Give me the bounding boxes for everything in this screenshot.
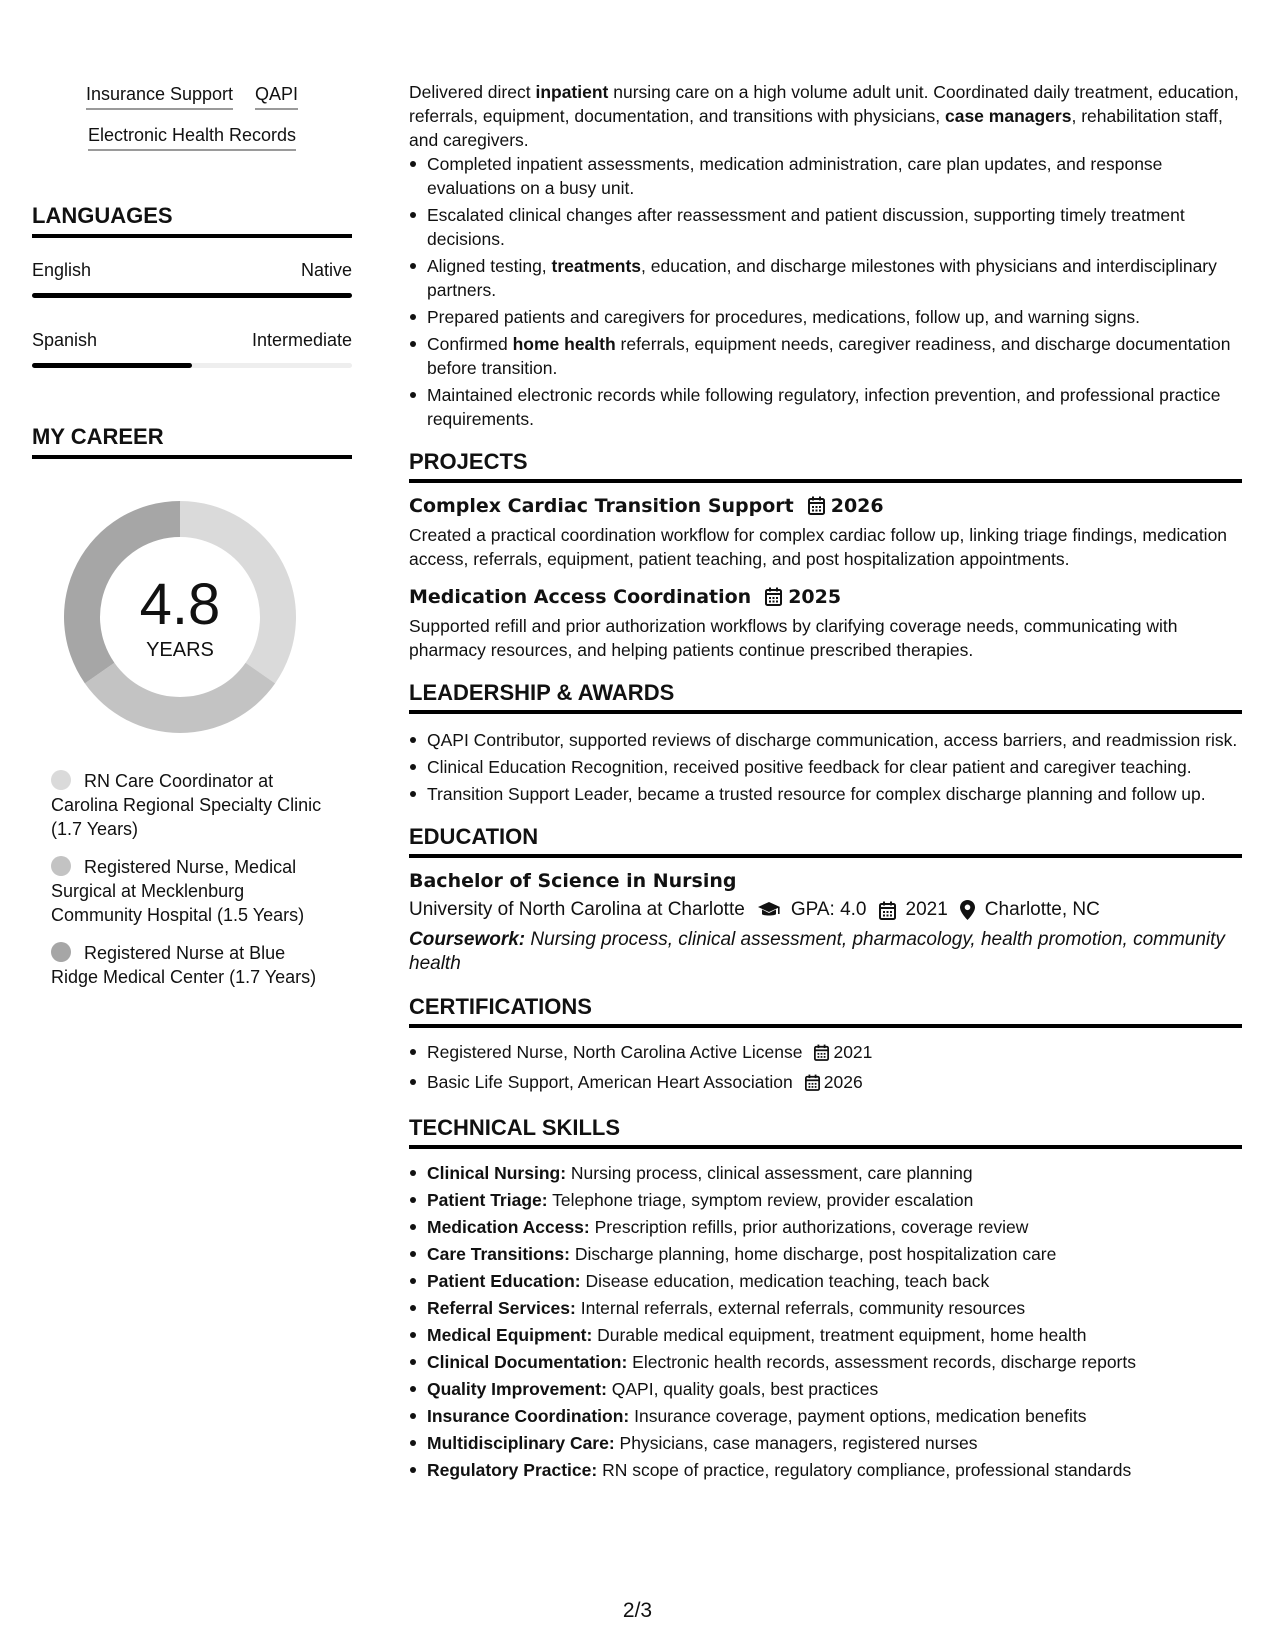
languages-heading: LANGUAGES xyxy=(32,201,352,238)
education-gpa: GPA: 4.0 xyxy=(790,899,867,920)
leadership-item: Clinical Education Recognition, received positive feedback for clear patient and caregiver teaching. xyxy=(409,755,1242,779)
skill-value: RN scope of practice, regulatory compliance, professional standards xyxy=(597,1460,1132,1480)
coursework-text: Nursing process, clinical assessment, pharmacology, health promotion, community health xyxy=(409,929,1225,974)
page-number: 2/3 xyxy=(622,1599,653,1622)
legend-dot xyxy=(51,856,71,876)
skill-value: Internal referrals, external referrals, community resources xyxy=(575,1298,1026,1318)
career-section xyxy=(32,422,352,989)
skills-heading: TECHNICAL SKILLS xyxy=(409,1113,1242,1149)
certification-name: Registered Nurse, North Carolina Active License xyxy=(427,1042,803,1062)
education-heading: EDUCATION xyxy=(409,822,1242,858)
language-bar xyxy=(32,293,352,298)
education-coursework xyxy=(409,928,1242,976)
skill-label: Insurance Coordination: xyxy=(427,1406,630,1426)
skill-tag: Insurance Support xyxy=(86,82,233,110)
calendar-icon xyxy=(814,1043,829,1067)
career-item-text: Registered Nurse, Medical Surgical at Mecklenburg Community Hospital (1.5 Years) xyxy=(51,857,305,925)
experience-summary: Delivered direct inpatient nursing care on a high volume adult unit. Coordinated daily treatment, education, referrals, equipment, documentation, and transitions with physicians, case managers, rehabilitation staff, and caregivers. xyxy=(409,82,1239,150)
skill-label: Patient Triage: xyxy=(427,1190,548,1210)
language-item xyxy=(32,328,352,368)
projects-heading: PROJECTS xyxy=(409,447,1242,483)
skill-item xyxy=(409,1215,1242,1239)
education-degree: Bachelor of Science in Nursing xyxy=(409,870,737,892)
language-item xyxy=(32,258,352,298)
experience-bullet: Confirmed home health referrals, equipment needs, caregiver readiness, and discharge documentation before transition. xyxy=(409,332,1242,380)
skill-item xyxy=(409,1431,1242,1455)
skill-label: Regulatory Practice: xyxy=(427,1460,598,1480)
project-year: 2025 xyxy=(788,586,842,608)
language-name: Spanish xyxy=(32,330,98,350)
calendar-icon xyxy=(765,586,782,614)
career-item-text: Registered Nurse at Blue Ridge Medical Center (1.7 Years) xyxy=(51,943,317,987)
skill-value: Insurance coverage, payment options, medication benefits xyxy=(629,1406,1087,1426)
skill-item xyxy=(409,1188,1242,1212)
experience-bullet: Escalated clinical changes after reassessment and patient discussion, supporting timely treatment decisions. xyxy=(409,203,1242,251)
skill-value: Durable medical equipment, treatment equipment, home health xyxy=(592,1325,1087,1345)
experience-bullet: Completed inpatient assessments, medication administration, care plan updates, and response evaluations on a busy unit. xyxy=(409,152,1242,200)
experience-block xyxy=(409,80,1242,431)
leadership-item: QAPI Contributor, supported reviews of discharge communication, access barriers, and readmission risk. xyxy=(409,728,1242,752)
project-description: Created a practical coordination workflow for complex cardiac follow up, linking triage findings, medication access, referrals, equipment, patient teaching, and post hospitalization appointments. xyxy=(409,525,1228,569)
skill-label: Medical Equipment: xyxy=(427,1325,593,1345)
calendar-icon xyxy=(805,1073,820,1097)
skill-label: Multidisciplinary Care: xyxy=(427,1433,615,1453)
donut-segment xyxy=(85,663,275,733)
certification-year: 2021 xyxy=(833,1042,873,1062)
skill-item xyxy=(409,1404,1242,1428)
skill-label: Clinical Documentation: xyxy=(427,1352,628,1372)
coursework-label: Coursework: xyxy=(409,929,526,950)
language-level: Intermediate xyxy=(251,330,352,350)
skill-label: Patient Education: xyxy=(427,1271,581,1291)
legend-dot xyxy=(51,942,71,962)
leadership-item: Transition Support Leader, became a trusted resource for complex discharge planning and follow up. xyxy=(409,782,1242,806)
skill-tag: QAPI xyxy=(255,82,298,110)
calendar-icon xyxy=(879,901,896,920)
skill-item xyxy=(409,1242,1242,1266)
experience-bullet: Prepared patients and caregivers for procedures, medications, follow up, and warning signs. xyxy=(409,305,1242,329)
skill-item xyxy=(409,1350,1242,1374)
skill-label: Quality Improvement: xyxy=(427,1379,607,1399)
certification-year: 2026 xyxy=(823,1072,863,1092)
certification-name: Basic Life Support, American Heart Association xyxy=(427,1072,793,1092)
location-pin-icon xyxy=(960,900,975,920)
skill-label: Referral Services: xyxy=(427,1298,576,1318)
skill-value: Disease education, medication teaching, teach back xyxy=(580,1271,990,1291)
career-item xyxy=(51,769,331,841)
education-section xyxy=(409,822,1242,976)
career-total-years: 4.8 xyxy=(139,572,221,637)
language-bar-fill xyxy=(32,293,352,298)
skill-value: Discharge planning, home discharge, post hospitalization care xyxy=(569,1244,1057,1264)
skill-label: Medication Access: xyxy=(427,1217,590,1237)
skill-tags xyxy=(32,82,352,151)
projects-section xyxy=(409,447,1242,662)
skill-value: Prescription refills, prior authorizations, coverage review xyxy=(589,1217,1029,1237)
project-description: Supported refill and prior authorization workflows by clarifying coverage needs, communicating with pharmacy resources, and helping patients continue prescribed therapies. xyxy=(409,616,1178,660)
calendar-icon xyxy=(808,495,825,523)
graduation-cap-icon xyxy=(757,901,781,919)
skill-tag: Electronic Health Records xyxy=(88,123,296,151)
education-school: University of North Carolina at Charlotte xyxy=(409,899,745,920)
skills-section xyxy=(409,1113,1242,1482)
skill-value: QAPI, quality goals, best practices xyxy=(606,1379,879,1399)
legend-dot xyxy=(51,770,71,790)
language-name: English xyxy=(32,260,92,280)
career-list xyxy=(32,769,352,989)
education-year: 2021 xyxy=(905,899,948,920)
project-title: Complex Cardiac Transition Support xyxy=(409,495,794,517)
skill-value: Electronic health records, assessment records, discharge reports xyxy=(627,1352,1136,1372)
project-title: Medication Access Coordination xyxy=(409,586,752,608)
leadership-section xyxy=(409,678,1242,806)
skill-item xyxy=(409,1377,1242,1401)
project-item xyxy=(409,492,1242,571)
language-level: Native xyxy=(300,260,352,280)
skill-item xyxy=(409,1269,1242,1293)
certification-item xyxy=(409,1070,1242,1097)
certification-item xyxy=(409,1040,1242,1067)
experience-bullet: Maintained electronic records while following regulatory, infection prevention, and professional practice requirements. xyxy=(409,383,1242,431)
certifications-heading: CERTIFICATIONS xyxy=(409,992,1242,1028)
left-column xyxy=(32,82,352,1003)
skill-item xyxy=(409,1458,1242,1482)
language-bar xyxy=(32,363,352,368)
skill-value: Physicians, case managers, registered nurses xyxy=(614,1433,978,1453)
language-bar-fill xyxy=(32,363,192,368)
leadership-heading: LEADERSHIP & AWARDS xyxy=(409,678,1242,714)
project-year: 2026 xyxy=(830,495,884,517)
skill-item xyxy=(409,1161,1242,1185)
certifications-section xyxy=(409,992,1242,1097)
skill-value: Nursing process, clinical assessment, care planning xyxy=(566,1163,973,1183)
experience-bullet: Aligned testing, treatments, education, and discharge milestones with physicians and interdisciplinary partners. xyxy=(409,254,1242,302)
right-column xyxy=(409,80,1242,1485)
skill-value: Telephone triage, symptom review, provider escalation xyxy=(547,1190,974,1210)
skill-item xyxy=(409,1323,1242,1347)
career-donut xyxy=(64,501,296,733)
career-item xyxy=(51,855,331,927)
languages-section xyxy=(32,201,352,368)
career-item-text: RN Care Coordinator at Carolina Regional Specialty Clinic (1.7 Years) xyxy=(51,771,322,839)
experience-bullets xyxy=(409,152,1242,431)
career-item xyxy=(51,941,331,989)
education-location: Charlotte, NC xyxy=(984,899,1100,920)
project-item xyxy=(409,583,1242,662)
career-heading: MY CAREER xyxy=(32,422,352,459)
skill-label: Care Transitions: xyxy=(427,1244,570,1264)
career-years-unit: YEARS xyxy=(146,639,214,661)
skill-label: Clinical Nursing: xyxy=(427,1163,567,1183)
skill-item xyxy=(409,1296,1242,1320)
